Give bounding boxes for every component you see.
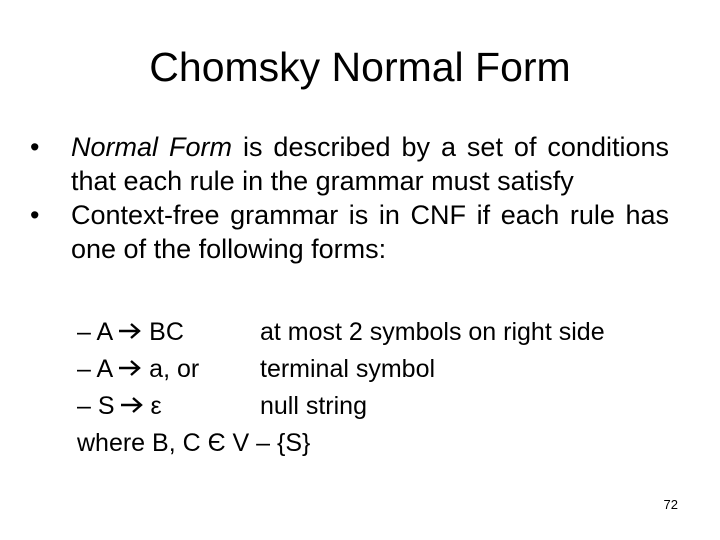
slide-number: 72 bbox=[663, 497, 678, 512]
rule-description: null string bbox=[260, 392, 367, 420]
bullet-body: is described by a set of conditions that each rule in the grammar must satisfy bbox=[71, 132, 669, 196]
rule-lhs: A bbox=[96, 355, 114, 383]
bullet-dot-icon: • bbox=[30, 132, 40, 162]
cnf-rule bbox=[77, 314, 184, 351]
slide-title: Chomsky Normal Form bbox=[149, 44, 571, 90]
bullet-emphasis: Normal Form bbox=[71, 132, 232, 162]
cnf-form-row bbox=[77, 351, 677, 388]
where-line: where B, C Є V – {S} bbox=[77, 429, 311, 457]
right-arrow-icon bbox=[118, 322, 144, 340]
cnf-form-row bbox=[77, 388, 677, 425]
cnf-rule bbox=[77, 388, 162, 425]
rule-lhs: A bbox=[96, 318, 114, 346]
right-arrow-icon bbox=[120, 396, 146, 414]
right-arrow-icon bbox=[118, 359, 144, 377]
cnf-rule bbox=[77, 351, 199, 388]
rule-description: at most 2 symbols on right side bbox=[260, 318, 605, 346]
rule-dash: – bbox=[77, 318, 91, 346]
rule-lhs: S bbox=[97, 392, 115, 420]
bullet-dot-icon: • bbox=[30, 200, 40, 230]
bullet-body: Context-free grammar is in CNF if each rule has one of the following forms: bbox=[71, 200, 669, 264]
rule-rhs: ε bbox=[150, 392, 162, 420]
rule-dash: – bbox=[77, 355, 91, 383]
bullet-text bbox=[71, 198, 669, 266]
rule-dash: – bbox=[77, 392, 91, 420]
cnf-form-row bbox=[77, 314, 677, 351]
bullet-list bbox=[26, 130, 669, 266]
cnf-forms-list bbox=[77, 314, 677, 462]
rule-rhs: a, or bbox=[149, 355, 200, 383]
rule-rhs: BC bbox=[149, 318, 184, 346]
rule-description: terminal symbol bbox=[260, 355, 436, 383]
bullet-text bbox=[71, 130, 669, 198]
bullet-item bbox=[26, 130, 669, 198]
bullet-item bbox=[26, 198, 669, 266]
